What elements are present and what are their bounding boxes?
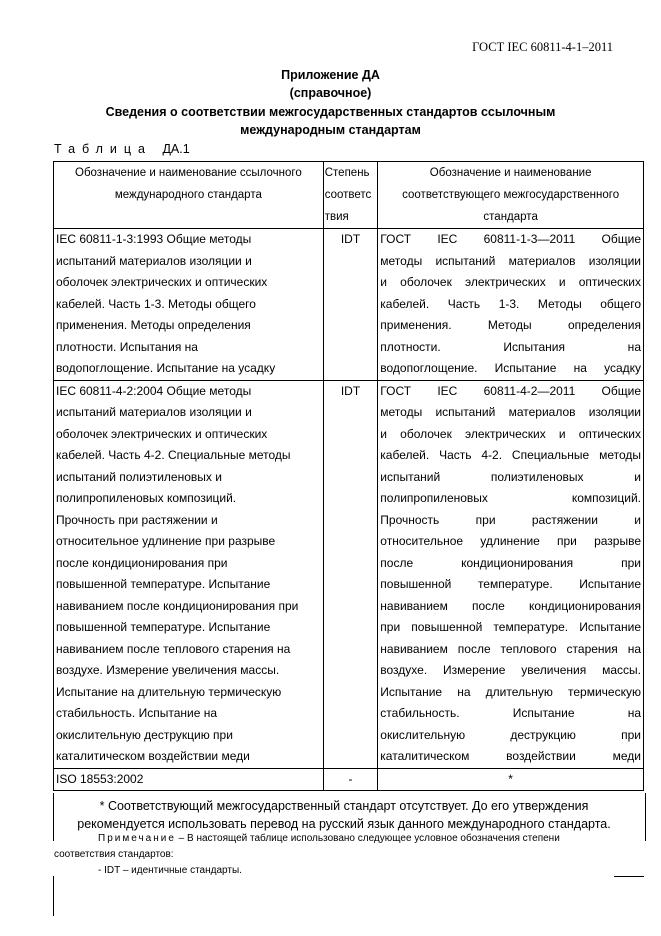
header-national-line: Обозначение и наименование — [429, 167, 592, 179]
cell-international-line: ISO 18553:2002 — [56, 771, 144, 786]
note-text-line1: – В настоящей таблице использовано следующее условное обозначения степени — [175, 833, 560, 844]
header-international-line: международного стандарта — [114, 189, 262, 201]
frame-left-line — [53, 876, 54, 916]
cell-national-line: окислительную деструкцию при — [380, 727, 641, 742]
cell-national-line: методы испытаний материалов изоляции — [380, 405, 641, 419]
cell-national — [378, 380, 644, 768]
header-degree — [323, 162, 378, 229]
header-degree-line: Степень — [324, 167, 370, 179]
note-label: Примечание — [98, 833, 176, 844]
header-national-line: стандарта — [483, 211, 538, 223]
cell-national-line: каталитическом воздействии меди — [380, 749, 641, 763]
table-row — [54, 380, 644, 768]
cell-national-line: применения. Методы определения — [380, 318, 641, 332]
cell-national-line: испытаний полиэтиленовых и — [380, 469, 641, 484]
header-national-line: соответствующего межгосударственного — [402, 189, 620, 201]
table-label-word: Таблица — [54, 142, 153, 156]
cell-national-line: Испытание на длительную термическую — [380, 684, 641, 699]
cell-national-line: водопоглощение. Испытание на усадку — [380, 361, 641, 375]
cell-national-line: * — [508, 771, 513, 786]
header-international-line: Обозначение и наименование ссылочного — [75, 167, 302, 179]
note-text-line2: соответствия стандартов: — [54, 849, 174, 860]
cell-national-line: ГОСТ IEC 60811-4-2—2011 Общие — [380, 383, 641, 398]
footnote — [54, 797, 634, 833]
cell-national-line: плотности. Испытания на — [380, 339, 641, 354]
cell-national-line: воздухе. Измерение увеличения массы. — [380, 663, 641, 677]
annex-title: Приложение ДА — [281, 68, 380, 82]
cell-national-line: и оболочек электрических и оптических — [380, 275, 641, 289]
cell-national-line: и оболочек электрических и оптических — [380, 426, 641, 441]
cell-international-line: навиванием после теплового старения на — [56, 641, 291, 656]
cell-international — [54, 768, 324, 791]
cell-national-line: методы испытаний материалов изоляции — [380, 253, 641, 268]
cell-international-line: плотности. Испытания на — [56, 339, 198, 354]
cell-international-line: испытаний полиэтиленовых и — [56, 469, 222, 484]
cell-national-line: стабильность. Испытание на — [380, 706, 641, 720]
footnote-line2: рекомендуется использовать перевод на русский язык данного международного стандарта. — [77, 817, 611, 831]
table-row — [54, 229, 644, 381]
correspondence-table — [53, 161, 644, 791]
cell-national-line: при повышенной температуре. Испытание — [380, 620, 641, 634]
frame-right-line — [614, 876, 644, 877]
cell-national-line: ГОСТ IEC 60811-1-3—2011 Общие — [380, 232, 641, 246]
cell-national — [378, 229, 644, 381]
cell-international-line: Испытание на длительную термическую — [56, 684, 282, 699]
cell-international-line: окислительную деструкцию при — [56, 727, 233, 742]
table-label — [54, 142, 190, 156]
table-note — [54, 831, 640, 879]
cell-national-line: после кондиционирования при — [380, 555, 641, 570]
cell-national-line: кабелей. Часть 4-2. Специальные методы — [380, 448, 641, 462]
cell-international-line: повышенной температуре. Испытание — [56, 577, 271, 591]
annex-heading-line2: международным стандартам — [240, 123, 421, 137]
document-code: ГОСТ IEC 60811-4-1–2011 — [472, 40, 613, 54]
cell-degree: IDT — [323, 229, 378, 381]
cell-international — [54, 380, 324, 768]
note-text-line3: - IDT – идентичные стандарты. — [98, 865, 242, 876]
cell-national-line: Прочность при растяжении и — [380, 512, 641, 527]
cell-international-line: водопоглощение. Испытание на усадку — [56, 361, 276, 375]
cell-national-line: навиванием после кондиционирования — [380, 598, 641, 613]
cell-international-line: после кондиционирования при — [56, 555, 228, 570]
header-degree-line: твия — [324, 211, 349, 223]
cell-international-line: относительное удлинение при разрыве — [56, 534, 276, 548]
cell-international-line: стабильность. Испытание на — [56, 706, 218, 720]
cell-international-line: воздухе. Измерение увеличения массы. — [56, 663, 280, 677]
table-header-row — [54, 162, 644, 229]
annex-subtitle: (справочное) — [289, 86, 372, 100]
header-national — [378, 162, 644, 229]
cell-international-line: повышенной температуре. Испытание — [56, 620, 271, 634]
cell-international-line: кабелей. Часть 4-2. Специальные методы — [56, 448, 291, 462]
header-degree-line: соответс — [324, 189, 372, 201]
table-row — [54, 768, 644, 791]
cell-international-line: каталитическом воздействии меди — [56, 749, 250, 763]
cell-international-line: IEC 60811-4-2:2004 Общие методы — [56, 383, 252, 398]
cell-international-line: оболочек электрических и оптических — [56, 275, 268, 289]
cell-international-line: полипропиленовых композиций. — [56, 491, 237, 505]
cell-international-line: Прочность при растяжении и — [56, 512, 218, 527]
cell-degree: IDT — [323, 380, 378, 768]
cell-international-line: испытаний материалов изоляции и — [56, 405, 252, 419]
cell-international-line: применения. Методы определения — [56, 318, 251, 332]
cell-degree: - — [323, 768, 378, 791]
table-label-number: ДА.1 — [162, 142, 190, 156]
cell-international-line: оболочек электрических и оптических — [56, 426, 268, 441]
cell-national-line: полипропиленовых композиций. — [380, 491, 641, 505]
cell-international-line: кабелей. Часть 1-3. Методы общего — [56, 296, 256, 311]
annex-heading-line1: Сведения о соответствии межгосударственных стандартов ссылочным — [105, 105, 556, 119]
cell-international-line: IEC 60811-1-3:1993 Общие методы — [56, 232, 252, 246]
cell-national-line: навиванием после теплового старения на — [380, 641, 641, 656]
cell-national-line: повышенной температуре. Испытание — [380, 577, 641, 591]
cell-international-line: навиванием после кондиционирования при — [56, 598, 299, 613]
cell-international-line: испытаний материалов изоляции и — [56, 253, 252, 268]
cell-national-line: относительное удлинение при разрыве — [380, 534, 641, 548]
header-international — [54, 162, 324, 229]
cell-national — [378, 768, 644, 791]
footnote-line1: * Соответствующий межгосударственный стандарт отсутствует. До его утверждения — [99, 799, 589, 813]
cell-international — [54, 229, 324, 381]
cell-national-line: кабелей. Часть 1-3. Методы общего — [380, 296, 641, 311]
